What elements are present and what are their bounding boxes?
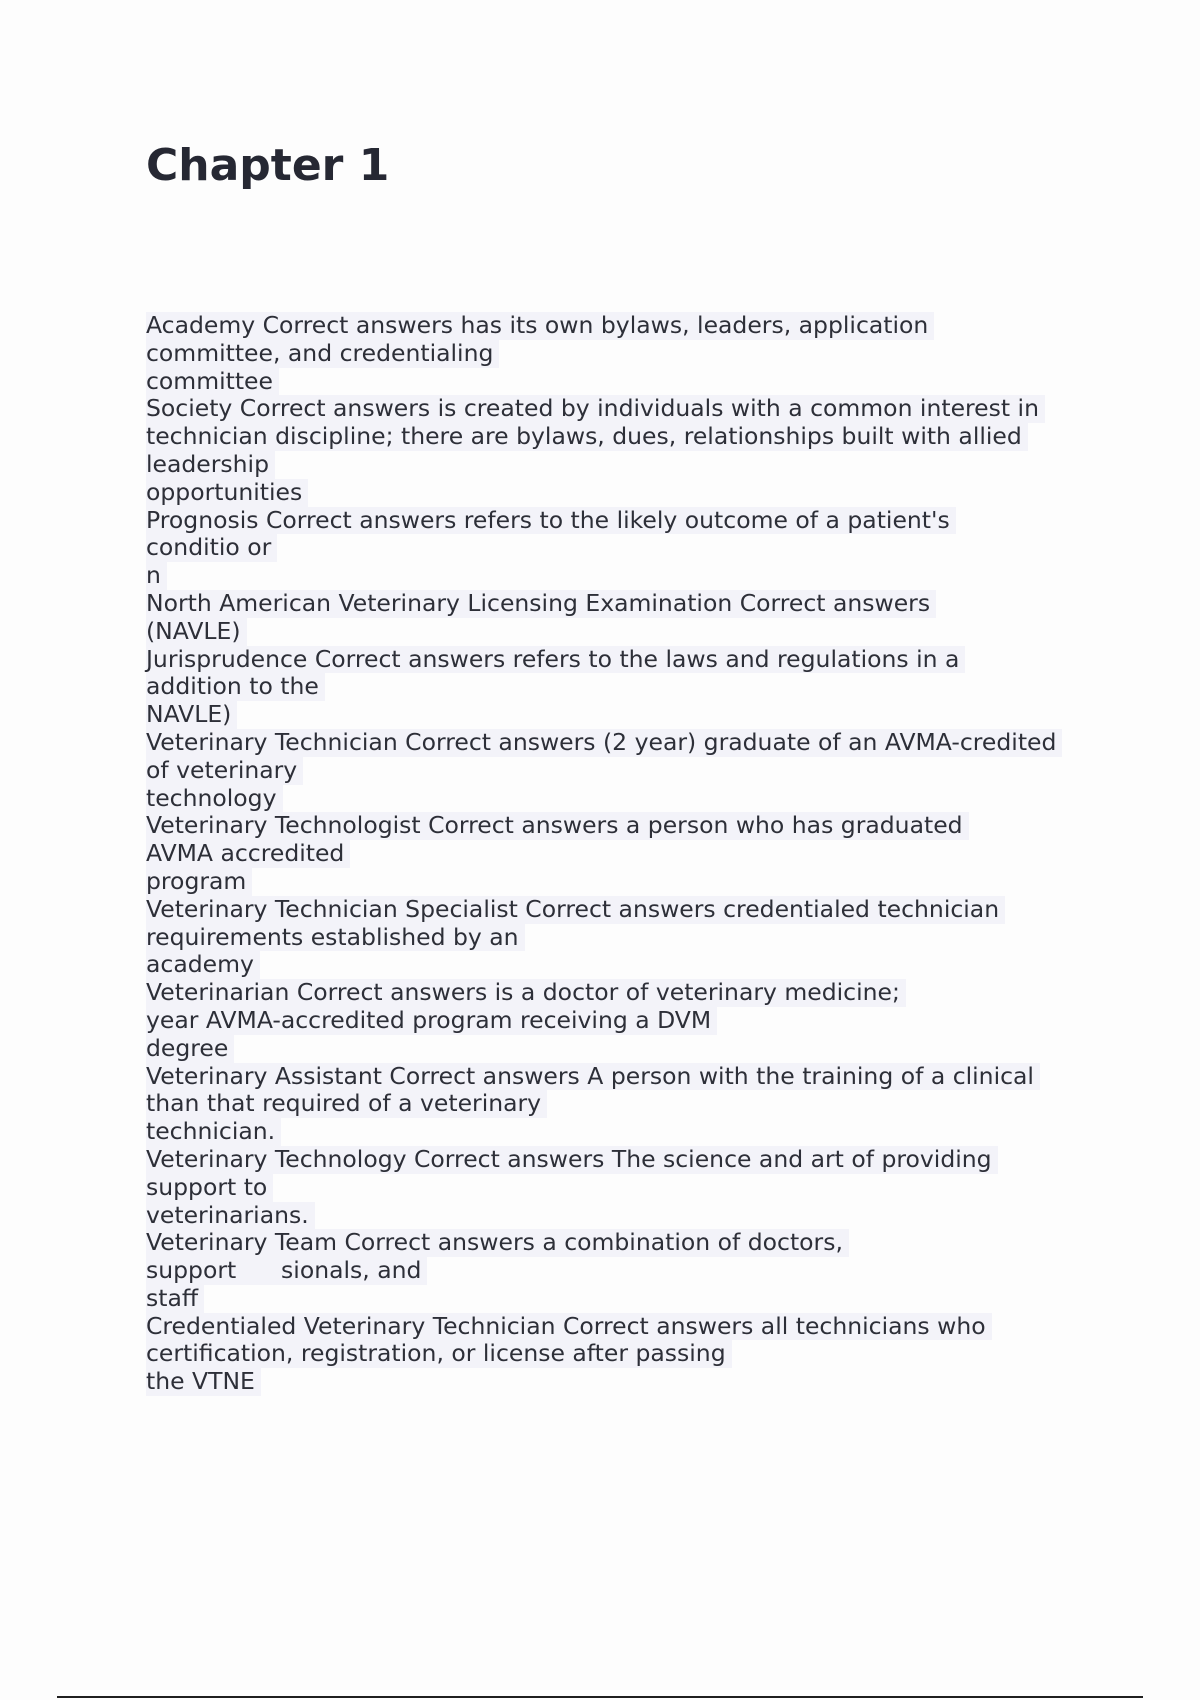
text-line: technician. bbox=[146, 1118, 1096, 1146]
text-line: Jurisprudence Correct answers refers to the laws and regulations in a bbox=[146, 646, 1096, 674]
chapter-title: Chapter 1 bbox=[146, 140, 390, 191]
text-line: committee bbox=[146, 368, 1096, 396]
text-line: veterinarians. bbox=[146, 1202, 1096, 1230]
text-line: support to bbox=[146, 1174, 1096, 1202]
text-line: requirements established by an bbox=[146, 924, 1096, 952]
text-line: than that required of a veterinary bbox=[146, 1090, 1096, 1118]
text-line: Credentialed Veterinary Technician Correct answers all technicians who bbox=[146, 1313, 1096, 1341]
text-line: Society Correct answers is created by individuals with a common interest in bbox=[146, 395, 1096, 423]
text-line: opportunities bbox=[146, 479, 1096, 507]
text-line: addition to the bbox=[146, 673, 1096, 701]
definitions-list bbox=[146, 312, 1096, 1396]
text-line: Veterinarian Correct answers is a doctor of veterinary medicine; bbox=[146, 979, 1096, 1007]
text-line: Veterinary Team Correct answers a combination of doctors, bbox=[146, 1229, 1096, 1257]
text-line: program bbox=[146, 868, 1096, 896]
text-line: North American Veterinary Licensing Examination Correct answers bbox=[146, 590, 1096, 618]
text-line: certification, registration, or license after passing bbox=[146, 1340, 1096, 1368]
text-line: AVMA accredited bbox=[146, 840, 1096, 868]
text-line: Veterinary Technician Specialist Correct answers credentialed technician bbox=[146, 896, 1096, 924]
text-line: of veterinary bbox=[146, 757, 1096, 785]
text-line: Academy Correct answers has its own bylaws, leaders, application bbox=[146, 312, 1096, 340]
text-line: support sionals, and bbox=[146, 1257, 1096, 1285]
text-line: committee, and credentialing bbox=[146, 340, 1096, 368]
text-line: degree bbox=[146, 1035, 1096, 1063]
text-line: n bbox=[146, 562, 1096, 590]
text-line: academy bbox=[146, 951, 1096, 979]
text-line: staff bbox=[146, 1285, 1096, 1313]
text-line: Veterinary Technician Correct answers (2 year) graduate of an AVMA-credited bbox=[146, 729, 1096, 757]
text-line: the VTNE bbox=[146, 1368, 1096, 1396]
text-line: (NAVLE) bbox=[146, 618, 1096, 646]
text-line: Veterinary Technologist Correct answers a person who has graduated bbox=[146, 812, 1096, 840]
text-line: conditio or bbox=[146, 534, 1096, 562]
text-line: Prognosis Correct answers refers to the likely outcome of a patient's bbox=[146, 507, 1096, 535]
text-line: year AVMA-accredited program receiving a DVM bbox=[146, 1007, 1096, 1035]
text-line: leadership bbox=[146, 451, 1096, 479]
text-line: technician discipline; there are bylaws, dues, relationships built with allied bbox=[146, 423, 1096, 451]
footer-divider bbox=[57, 1696, 1143, 1698]
text-line: technology bbox=[146, 785, 1096, 813]
text-line: Veterinary Technology Correct answers The science and art of providing bbox=[146, 1146, 1096, 1174]
text-line: NAVLE) bbox=[146, 701, 1096, 729]
text-line: Veterinary Assistant Correct answers A person with the training of a clinical bbox=[146, 1063, 1096, 1091]
